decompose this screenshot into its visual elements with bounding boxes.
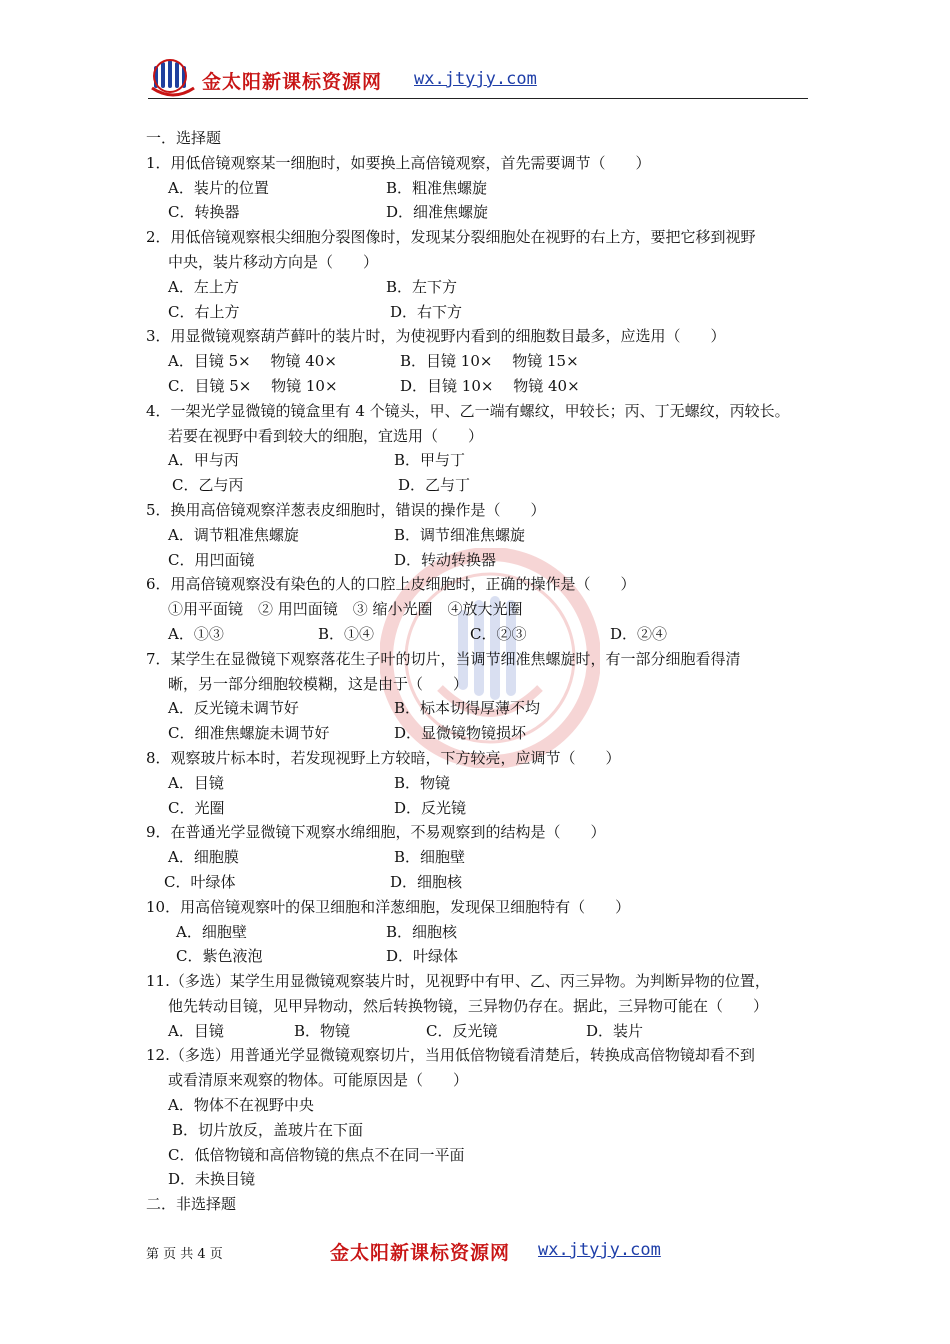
option: B．切片放反，盖玻片在下面: [172, 1120, 364, 1139]
option: B．①④: [318, 624, 375, 643]
option-row: [146, 796, 814, 821]
option: C．低倍物镜和高倍物镜的焦点不在同一平面: [168, 1145, 465, 1164]
header-divider: [148, 98, 808, 99]
question: [146, 225, 814, 324]
option-row: [146, 176, 814, 201]
option: D．乙与丁: [398, 476, 471, 495]
option: C．用凹面镜: [168, 550, 255, 569]
question-stem: 6．用高倍镜观察没有染色的人的口腔上皮细胞时，正确的操作是（ ）: [146, 575, 636, 594]
option-row: [146, 374, 814, 399]
option: B．甲与丁: [394, 451, 466, 470]
option: D．细胞核: [390, 872, 463, 891]
option: B．标本切得厚薄不均: [394, 699, 541, 718]
option: A．目镜: [168, 1021, 224, 1040]
option-row: [146, 920, 814, 945]
option: A．目镜 5× 物镜 40×: [168, 352, 337, 371]
option: A．细胞膜: [168, 848, 239, 867]
option-row: [146, 448, 814, 473]
option: D．右下方: [390, 302, 463, 321]
option: C．目镜 5× 物镜 10×: [168, 376, 338, 395]
question: [146, 820, 814, 894]
option: C．转换器: [168, 203, 240, 222]
footer-url-link[interactable]: wx.jtyjy.com: [538, 1240, 661, 1260]
option: C．叶绿体: [164, 872, 236, 891]
question-stem: 11.（多选）某学生用显微镜观察装片时，见视野中有甲、乙、丙三异物。为判断异物的位置，: [146, 972, 770, 991]
worksheet-body: [146, 126, 814, 1217]
option-row: [146, 300, 814, 325]
question: [146, 969, 814, 1043]
option-row: [146, 548, 814, 573]
option: C．细准焦螺旋未调节好: [168, 724, 330, 743]
section-heading: 二．非选择题: [146, 1195, 237, 1214]
option: B．左下方: [386, 277, 458, 296]
option: A．甲与丙: [168, 451, 239, 470]
option-row: [146, 622, 814, 647]
site-logo-icon: [148, 58, 198, 100]
option: B．调节细准焦螺旋: [394, 525, 526, 544]
option: D．装片: [586, 1021, 644, 1040]
question-stem: 3．用显微镜观察葫芦藓叶的装片时，为使视野内看到的细胞数目最多，应选用（ ）: [146, 327, 726, 346]
option-row: [146, 845, 814, 870]
option-row: [146, 523, 814, 548]
option-row: [146, 696, 814, 721]
question: [146, 399, 814, 498]
option: A．细胞壁: [176, 922, 247, 941]
option: D．目镜 10× 物镜 40×: [400, 376, 580, 395]
option: D．转动转换器: [394, 550, 497, 569]
option-row: [146, 1019, 814, 1044]
question-stem: 4．一架光学显微镜的镜盒里有 4 个镜头，甲、乙一端有螺纹，甲较长；丙、丁无螺纹，丙较长。: [146, 401, 790, 420]
question-stem-continued: 中央，装片移动方向是（ ）: [168, 252, 379, 271]
option: D．细准焦螺旋: [386, 203, 489, 222]
option-row: [146, 771, 814, 796]
option: B．粗准焦螺旋: [386, 178, 488, 197]
question-stem: 7．某学生在显微镜下观察落花生子叶的切片，当调节细准焦螺旋时，有一部分细胞看得清: [146, 649, 741, 668]
option: C．反光镜: [426, 1021, 498, 1040]
question-stem: 9．在普通光学显微镜下观察水绵细胞，不易观察到的结构是（ ）: [146, 823, 606, 842]
option: A．①③: [168, 624, 224, 643]
question-stem-continued: 若要在视野中看到较大的细胞，宜选用（ ）: [168, 426, 484, 445]
question-stem-continued: 晰，另一部分细胞较模糊，这是由于（ ）: [168, 674, 469, 693]
option: A．反光镜未调节好: [168, 699, 299, 718]
question-stem-continued: ①用平面镜 ② 用凹面镜 ③ 缩小光圈 ④放大光圈: [168, 600, 523, 619]
page-number: 第 页 共 4 页: [146, 1247, 223, 1262]
option-row: [146, 721, 814, 746]
question: [146, 498, 814, 572]
option: D．反光镜: [394, 798, 467, 817]
option: C．乙与丙: [172, 476, 244, 495]
option-row: [146, 473, 814, 498]
option: A．左上方: [168, 277, 239, 296]
option: A．调节粗准焦螺旋: [168, 525, 299, 544]
question: [146, 572, 814, 646]
option: D．未换目镜: [168, 1170, 256, 1189]
question-stem: 1．用低倍镜观察某一细胞时，如要换上高倍镜观察，首先需要调节（ ）: [146, 153, 651, 172]
option: B．物镜: [394, 773, 451, 792]
site-url-link[interactable]: wx.jtyjy.com: [414, 69, 537, 89]
option-row: [146, 944, 814, 969]
option: D．②④: [610, 624, 668, 643]
option: A．目镜: [168, 773, 224, 792]
question: [146, 151, 814, 225]
option: D．叶绿体: [386, 947, 459, 966]
option: B．细胞核: [386, 922, 458, 941]
question: [146, 895, 814, 969]
question-stem: 2．用低倍镜观察根尖细胞分裂图像时，发现某分裂细胞处在视野的右上方，要把它移到视野: [146, 228, 756, 247]
option: B．目镜 10× 物镜 15×: [400, 352, 579, 371]
option-row: [146, 349, 814, 374]
option: C．②③: [470, 624, 527, 643]
page-header: [148, 58, 808, 100]
question-stem: 5．换用高倍镜观察洋葱表皮细胞时，错误的操作是（ ）: [146, 500, 546, 519]
site-brand: 金太阳新课标资源网: [202, 71, 383, 93]
question-stem: 10．用高倍镜观察叶的保卫细胞和洋葱细胞，发现保卫细胞特有（ ）: [146, 897, 631, 916]
question-stem-continued: 或看清原来观察的物体。可能原因是（ ）: [168, 1071, 469, 1090]
question: [146, 324, 814, 398]
option: B．物镜: [294, 1021, 351, 1040]
question: [146, 746, 814, 820]
option-row: [146, 870, 814, 895]
option-row: [146, 200, 814, 225]
option: C．右上方: [168, 302, 240, 321]
question-stem-continued: 他先转动目镜，见甲异物动，然后转换物镜，三异物仍存在。据此，三异物可能在（ ）: [168, 996, 769, 1015]
footer-brand: 金太阳新课标资源网: [330, 1242, 511, 1264]
option: B．细胞壁: [394, 848, 466, 867]
option: A．物体不在视野中央: [168, 1096, 314, 1115]
option: D．显微镜物镜损坏: [394, 724, 527, 743]
section-heading: 一．选择题: [146, 129, 222, 147]
option: C．光圈: [168, 798, 225, 817]
question: [146, 647, 814, 746]
option: C．紫色液泡: [176, 947, 263, 966]
option-row: [146, 275, 814, 300]
question-stem: 8．观察玻片标本时，若发现视野上方较暗，下方较亮，应调节（ ）: [146, 748, 621, 767]
question: [146, 1043, 814, 1192]
question-stem: 12.（多选）用普通光学显微镜观察切片，当用低倍物镜看清楚后，转换成高倍物镜却看不到: [146, 1046, 755, 1065]
option: A．装片的位置: [168, 178, 269, 197]
